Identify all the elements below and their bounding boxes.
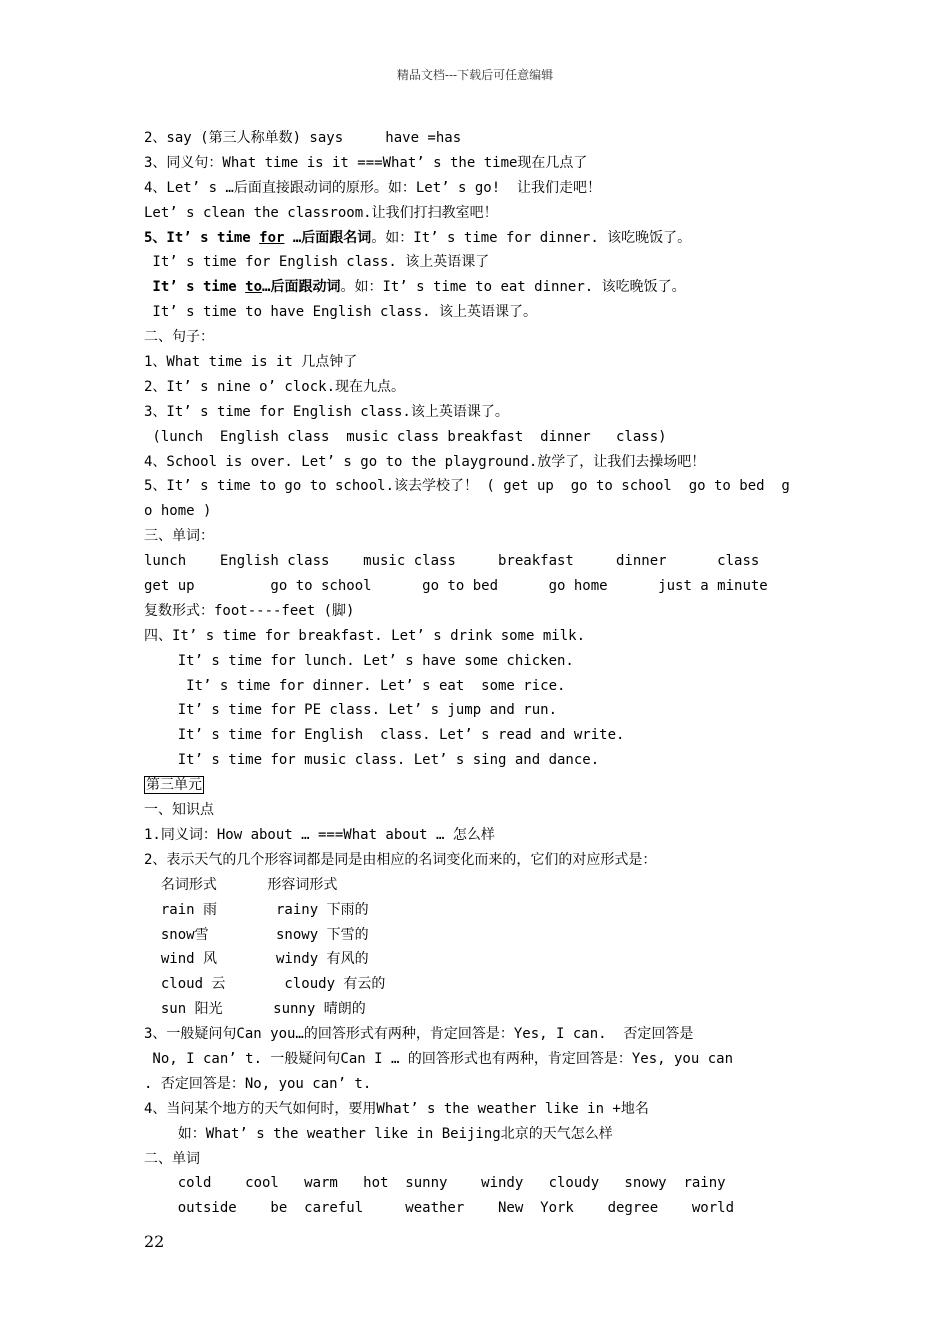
document-body [144,126,814,1221]
text-run: outside be careful weather New York degree world [144,1200,735,1217]
text-line [144,474,814,499]
text-line [144,947,814,972]
text-run: Let’ s clean the classroom.让我们打扫教室吧！ [144,204,498,221]
text-run: lunch English class music class breakfast dinner class [144,553,760,570]
text-line [144,1097,814,1122]
text-run: 4、School is over. Let’ s go to the playground.放学了，让我们去操场吧！ [144,453,706,470]
text-run: 二、句子： [144,329,214,346]
text-line [144,1171,814,1196]
text-line [144,151,814,176]
text-line [144,773,814,798]
text-line [144,674,814,699]
text-line [144,898,814,923]
text-line [144,275,814,300]
text-run: sun 阳光 sunny 晴朗的 [144,1001,366,1018]
text-line [144,848,814,873]
text-run: No, I can’ t. 一般疑问句Can I … 的回答形式也有两种，肯定回答是：Yes, you can [144,1050,734,1067]
text-run: get up go to school go to bed go home just a minute [144,578,768,595]
text-run: 5、It’ s time to go to school.该去学校了！ ( get up go to school go to bed g [144,478,790,495]
text-run: 5、It’ s time [144,229,260,246]
text-run: 4、Let’ s …后面直接跟动词的原形。如：Let’ s go! 让我们走吧！ [144,179,602,196]
text-line [144,1072,814,1097]
text-line [144,599,814,624]
text-line [144,574,814,599]
text-line [144,698,814,723]
text-run: …后面跟动词 [262,279,341,296]
text-line [144,176,814,201]
text-run: 2、say (第三人称单数) says have =has [144,130,462,146]
text-run: It’ s time for dinner. Let’ s eat some rice. [144,677,566,694]
text-run: snow雪 snowy 下雪的 [144,926,369,943]
text-run: (lunch English class music class breakfast dinner class) [144,428,667,445]
text-line [144,873,814,898]
text-run: 二、单词 [144,1150,200,1167]
text-run: It’ s time for English class. 该上英语课了 [144,254,490,271]
text-line [144,226,814,251]
text-run: 2、表示天气的几个形容词都是同是由相应的名词变化而来的，它们的对应形式是： [144,851,657,868]
text-run: 1.同义词：How about … ===What about … 怎么样 [144,826,495,843]
text-line [144,1122,814,1147]
text-line [144,549,814,574]
text-line [144,997,814,1022]
text-line [144,972,814,997]
text-run: It’ s time to have English class. 该上英语课了。 [144,304,538,321]
text-line [144,126,814,151]
text-run: 3、同义句：What time is it ===What’ s the time现在几点了 [144,154,588,171]
text-line [144,325,814,350]
text-line [144,823,814,848]
text-run: 3、It’ s time for English class.该上英语课了。 [144,403,509,420]
text-run: 一、知识点 [144,802,214,819]
text-run: It’ s time for English class. Let’ s read and write. [144,727,625,744]
text-run: 四、It’ s time for breakfast. Let’ s drink some milk. [144,627,586,644]
text-run: o home ) [144,503,212,520]
text-run: . 否定回答是：No, you can’ t. [144,1075,372,1092]
text-line [144,1147,814,1172]
text-run: for [259,229,285,246]
text-run: 4、当问某个地方的天气如何时，要用What’ s the weather like in +地名 [144,1100,649,1117]
text-line [144,723,814,748]
text-line [144,250,814,275]
text-line [144,1022,814,1047]
section-heading: 第三单元 [146,777,202,794]
text-line [144,375,814,400]
page-number: 22 [144,1232,165,1251]
text-line [144,350,814,375]
text-run: …后面跟名词 [284,229,372,246]
text-run: 复数形式：foot----feet (脚) [144,602,355,619]
text-line [144,201,814,226]
text-run: to [245,279,263,296]
text-line [144,923,814,948]
text-run: 1、What time is it 几点钟了 [144,354,358,371]
text-run: 2、It’ s nine o’ clock.现在九点。 [144,378,406,395]
text-run: 如：What’ s the weather like in Beijing北京的天气怎么样 [144,1125,613,1142]
text-run: It’ s time [144,279,246,296]
text-run: rain 雨 rainy 下雨的 [144,901,369,918]
text-run: wind 风 windy 有风的 [144,951,369,968]
text-line [144,300,814,325]
text-line [144,649,814,674]
text-line [144,400,814,425]
text-run: 。如：It’ s time for dinner. 该吃晚饭了。 [371,229,692,246]
text-run: It’ s time for PE class. Let’ s jump and run. [144,702,558,719]
text-line [144,524,814,549]
text-run: cold cool warm hot sunny windy cloudy snowy rainy [144,1175,726,1192]
text-run: It’ s time for lunch. Let’ s have some chicken. [144,652,574,669]
text-line [144,624,814,649]
text-run: 3、一般疑问句Can you…的回答形式有两种，肯定回答是：Yes, I can. 否定回答是 [144,1026,694,1043]
text-run: It’ s time for music class. Let’ s sing and dance. [144,752,600,769]
text-line [144,748,814,773]
text-run: 。如：It’ s time to eat dinner. 该吃晚饭了。 [340,279,686,296]
text-line [144,499,814,524]
text-run: cloud 云 cloudy 有云的 [144,976,386,993]
text-run: 三、单词： [144,528,214,545]
page-header: 精品文档---下载后可任意编辑 [396,68,554,82]
text-line [144,450,814,475]
text-run: 名词形式 形容词形式 [144,876,338,893]
text-line [144,798,814,823]
text-line [144,1047,814,1072]
text-line [144,425,814,450]
text-line [144,1196,814,1221]
